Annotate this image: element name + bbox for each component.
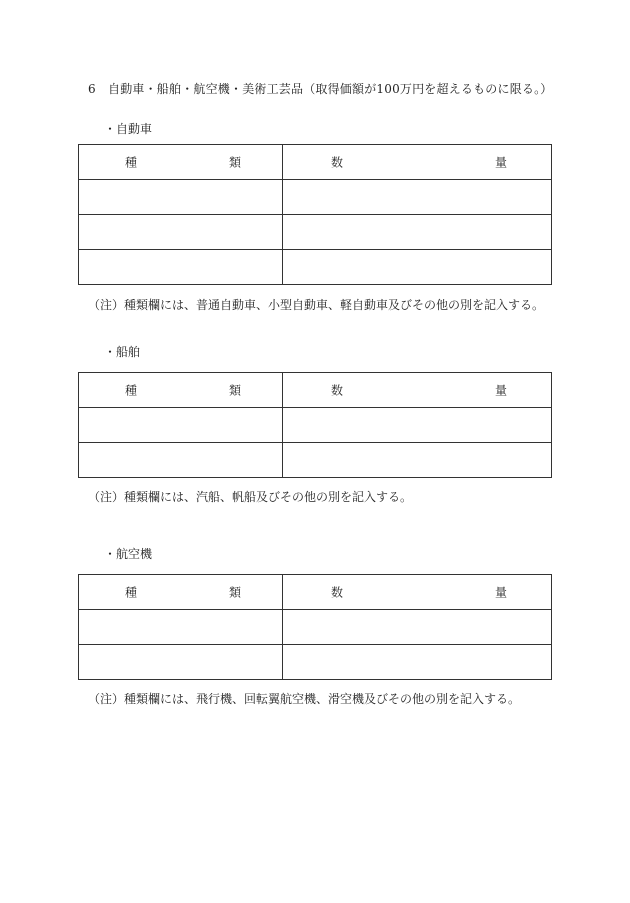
table-row — [79, 180, 552, 215]
table-header-row — [79, 575, 552, 610]
note-label: （注） — [88, 490, 125, 504]
automobile-table — [78, 144, 552, 285]
note-text: 種類欄には、飛行機、回転翼航空機、滑空機及びその他の別を記入する。 — [124, 692, 521, 706]
table-row — [79, 645, 552, 680]
kind-header-right: 類 — [229, 155, 242, 170]
ship-subtitle: ・船舶 — [104, 345, 141, 359]
kind-cell[interactable] — [79, 443, 283, 478]
quantity-header-left: 数 — [331, 155, 344, 170]
kind-header — [79, 145, 283, 180]
quantity-header-right: 量 — [495, 383, 508, 398]
kind-header-left: 種 — [125, 383, 138, 398]
automobile-note — [88, 296, 544, 313]
note-label: （注） — [88, 298, 125, 312]
kind-cell[interactable] — [79, 250, 283, 285]
kind-header-right: 類 — [229, 585, 242, 600]
table-row — [79, 215, 552, 250]
note-text: 種類欄には、普通自動車、小型自動車、軽自動車及びその他の別を記入する。 — [124, 298, 545, 312]
kind-cell[interactable] — [79, 408, 283, 443]
section-title: 自動車・船舶・航空機・美術工芸品（取得価額が100万円を超えるものに限る。） — [108, 82, 553, 96]
quantity-header-left: 数 — [331, 585, 344, 600]
note-text: 種類欄には、汽船、帆船及びその他の別を記入する。 — [124, 490, 413, 504]
kind-cell[interactable] — [79, 215, 283, 250]
automobile-subtitle: ・自動車 — [104, 122, 153, 136]
table-header-row — [79, 145, 552, 180]
ship-table — [78, 372, 552, 478]
quantity-cell[interactable] — [283, 610, 552, 645]
table-row — [79, 250, 552, 285]
quantity-header-left: 数 — [331, 383, 344, 398]
aircraft-table — [78, 574, 552, 680]
table-row — [79, 443, 552, 478]
table-row — [79, 610, 552, 645]
section-number: 6 — [88, 82, 96, 96]
kind-cell[interactable] — [79, 645, 283, 680]
note-label: （注） — [88, 692, 125, 706]
quantity-header — [283, 373, 552, 408]
aircraft-note — [88, 690, 520, 707]
kind-header — [79, 373, 283, 408]
table-row — [79, 408, 552, 443]
quantity-header — [283, 575, 552, 610]
quantity-cell[interactable] — [283, 215, 552, 250]
table-header-row — [79, 373, 552, 408]
kind-cell[interactable] — [79, 610, 283, 645]
quantity-cell[interactable] — [283, 180, 552, 215]
quantity-cell[interactable] — [283, 408, 552, 443]
quantity-header-right: 量 — [495, 585, 508, 600]
ship-note — [88, 488, 412, 505]
quantity-header-right: 量 — [495, 155, 508, 170]
quantity-cell[interactable] — [283, 443, 552, 478]
aircraft-subtitle: ・航空機 — [104, 547, 153, 561]
quantity-cell[interactable] — [283, 645, 552, 680]
kind-header — [79, 575, 283, 610]
kind-cell[interactable] — [79, 180, 283, 215]
kind-header-right: 類 — [229, 383, 242, 398]
kind-header-left: 種 — [125, 585, 138, 600]
quantity-header — [283, 145, 552, 180]
quantity-cell[interactable] — [283, 250, 552, 285]
section-heading — [88, 80, 553, 97]
kind-header-left: 種 — [125, 155, 138, 170]
